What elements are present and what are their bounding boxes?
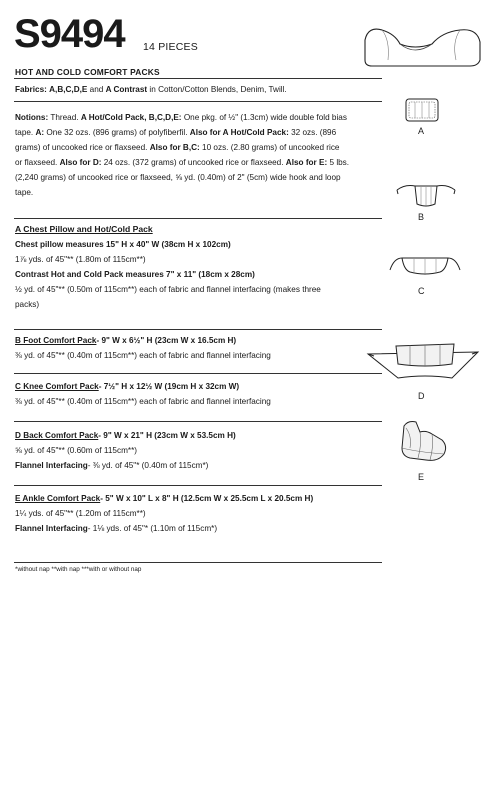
notions-line-6: tape. [15, 188, 34, 197]
notions-line-5: (2,240 grams) of uncooked rice or flaxseed, ⅝ yd. (0.40m) of 2" (5cm) wide hook and loop [15, 173, 341, 182]
section-a-title: A Chest Pillow and Hot/Cold Pack [15, 224, 153, 234]
fabrics-divider [14, 101, 382, 102]
notions-view-label: Also for D: [59, 158, 102, 167]
piece-count: 14 PIECES [143, 41, 198, 53]
section-d-interfacing-label: Flannel Interfacing [15, 461, 88, 470]
section-c [15, 379, 385, 409]
section-c-line-1: ⅜ yd. of 45"** (0.40m of 115cm**) each of fabric and flannel interfacing [15, 397, 271, 406]
section-e-interfacing-label: Flannel Interfacing [15, 524, 88, 533]
section-d-divider [14, 485, 382, 486]
title-divider [14, 78, 382, 79]
section-b-title: B Foot Comfort Pack [15, 336, 97, 345]
section-a-divider [14, 329, 382, 330]
figure-e-ankle-pack [398, 418, 450, 466]
notions-line-3 [15, 140, 383, 155]
section-b-size: - 9" W x 6½" H (23cm W x 16.5cm H) [96, 336, 237, 345]
section-e [15, 491, 385, 536]
notions-text: or flaxseed. [15, 158, 58, 167]
notions-text: grams) of uncooked rice or flaxseed. [15, 143, 148, 152]
notions-line-4 [15, 155, 383, 170]
section-d-size: - 9" W x 21" H (23cm W x 53.5cm H) [98, 431, 236, 440]
notions-text: One pkg. of ½" (1.3cm) wide double fold bias [183, 113, 347, 122]
section-c-size: - 7½" H x 12½ W (19cm H x 32cm W) [98, 382, 240, 391]
section-e-divider [14, 562, 382, 563]
notions-text: 32 ozs. (896 [291, 128, 337, 137]
section-b-line-1: ⅜ yd. of 45"** (0.40m of 115cm**) each of fabric and flannel interfacing [15, 351, 271, 360]
section-d-interfacing-text: - ⅜ yd. of 45"* (0.40m of 115cm*) [87, 461, 209, 470]
section-b-divider [14, 373, 382, 374]
section-e-interfacing-text: - 1⅛ yds. of 45"* (1.10m of 115cm*) [87, 524, 218, 533]
section-a-line-1: Chest pillow measures 15" H x 40" W (38cm H x 102cm) [15, 240, 231, 249]
section-e-size: - 5" W x 10" L x 8" H (12.5cm W x 25.5cm L x 20.5cm H) [100, 494, 314, 503]
section-d-line-1: ⅝ yd. of 45"** (0.60m of 115cm**) [15, 446, 137, 455]
notions-view-label: A Hot/Cold Pack, B,C,D,E: [80, 113, 182, 122]
page-title: HOT AND COLD COMFORT PACKS [15, 67, 160, 77]
notions-text: 24 ozs. (372 grams) of uncooked rice or flaxseed. [103, 158, 284, 167]
section-a-line-2: 1⅞ yds. of 45"** (1.80m of 115cm**) [15, 255, 146, 264]
section-e-heading [15, 491, 385, 506]
figure-a-hot-cold-pack [405, 98, 439, 122]
fabrics-contrast: A Contrast [105, 85, 148, 94]
notions-line-1 [15, 110, 383, 125]
notions-label: Notions: [15, 113, 49, 122]
figure-b-label: B [418, 212, 425, 222]
fabrics-line [15, 82, 375, 97]
notions-line-2 [15, 125, 383, 140]
figure-c-label: C [418, 286, 425, 296]
section-b-heading [15, 333, 385, 348]
fabrics-views: A,B,C,D,E [49, 85, 88, 94]
notions-block [15, 110, 383, 200]
section-c-title: C Knee Comfort Pack [15, 382, 99, 391]
notions-view-label: Also for A Hot/Cold Pack: [189, 128, 289, 137]
notions-view-label: Also for B,C: [149, 143, 200, 152]
section-a-line-5: packs) [15, 300, 40, 309]
figure-b-foot-pack [395, 180, 457, 210]
notions-text: Thread. [50, 113, 79, 122]
notions-view-label: A: [35, 128, 45, 137]
section-d-title: D Back Comfort Pack [15, 431, 99, 440]
section-c-divider [14, 421, 382, 422]
fabrics-label: Fabrics: [15, 85, 47, 94]
notions-text: One 32 ozs. (896 grams) of polyfiberfil. [46, 128, 188, 137]
notions-text: 10 ozs. (2.80 grams) of uncooked rice [202, 143, 340, 152]
section-d-heading [15, 428, 385, 443]
section-e-title: E Ankle Comfort Pack [15, 494, 101, 503]
notions-view-label: Also for E: [285, 158, 328, 167]
nap-footnote: *without nap **with nap ***with or without nap [15, 566, 142, 573]
section-a [15, 222, 385, 312]
section-b [15, 333, 385, 363]
section-a-line-3: Contrast Hot and Cold Pack measures 7" x 11" (18cm x 28cm) [15, 270, 255, 279]
section-a-line-4: ½ yd. of 45"** (0.50m of 115cm**) each of fabric and flannel interfacing (makes three [15, 285, 321, 294]
figure-d-label: D [418, 391, 425, 401]
figure-d-back-pack [366, 332, 484, 382]
section-e-line-2 [15, 521, 385, 536]
notions-divider [14, 218, 382, 219]
chest-pillow-illustration [360, 20, 485, 70]
notions-text: 5 lbs. [329, 158, 350, 167]
figure-a-label: A [418, 126, 425, 136]
section-d [15, 428, 385, 473]
figure-c-knee-pack [388, 250, 462, 278]
section-c-heading [15, 379, 385, 394]
fabrics-text: in Cotton/Cotton Blends, Denim, Twill. [149, 85, 287, 94]
notions-text: tape. [15, 128, 34, 137]
section-e-line-1: 1¼ yds. of 45"** (1.20m of 115cm**) [15, 509, 146, 518]
fabrics-and: and [89, 85, 104, 94]
pattern-number: S9494 [14, 12, 125, 56]
figure-e-label: E [418, 472, 425, 482]
section-d-line-2 [15, 458, 385, 473]
